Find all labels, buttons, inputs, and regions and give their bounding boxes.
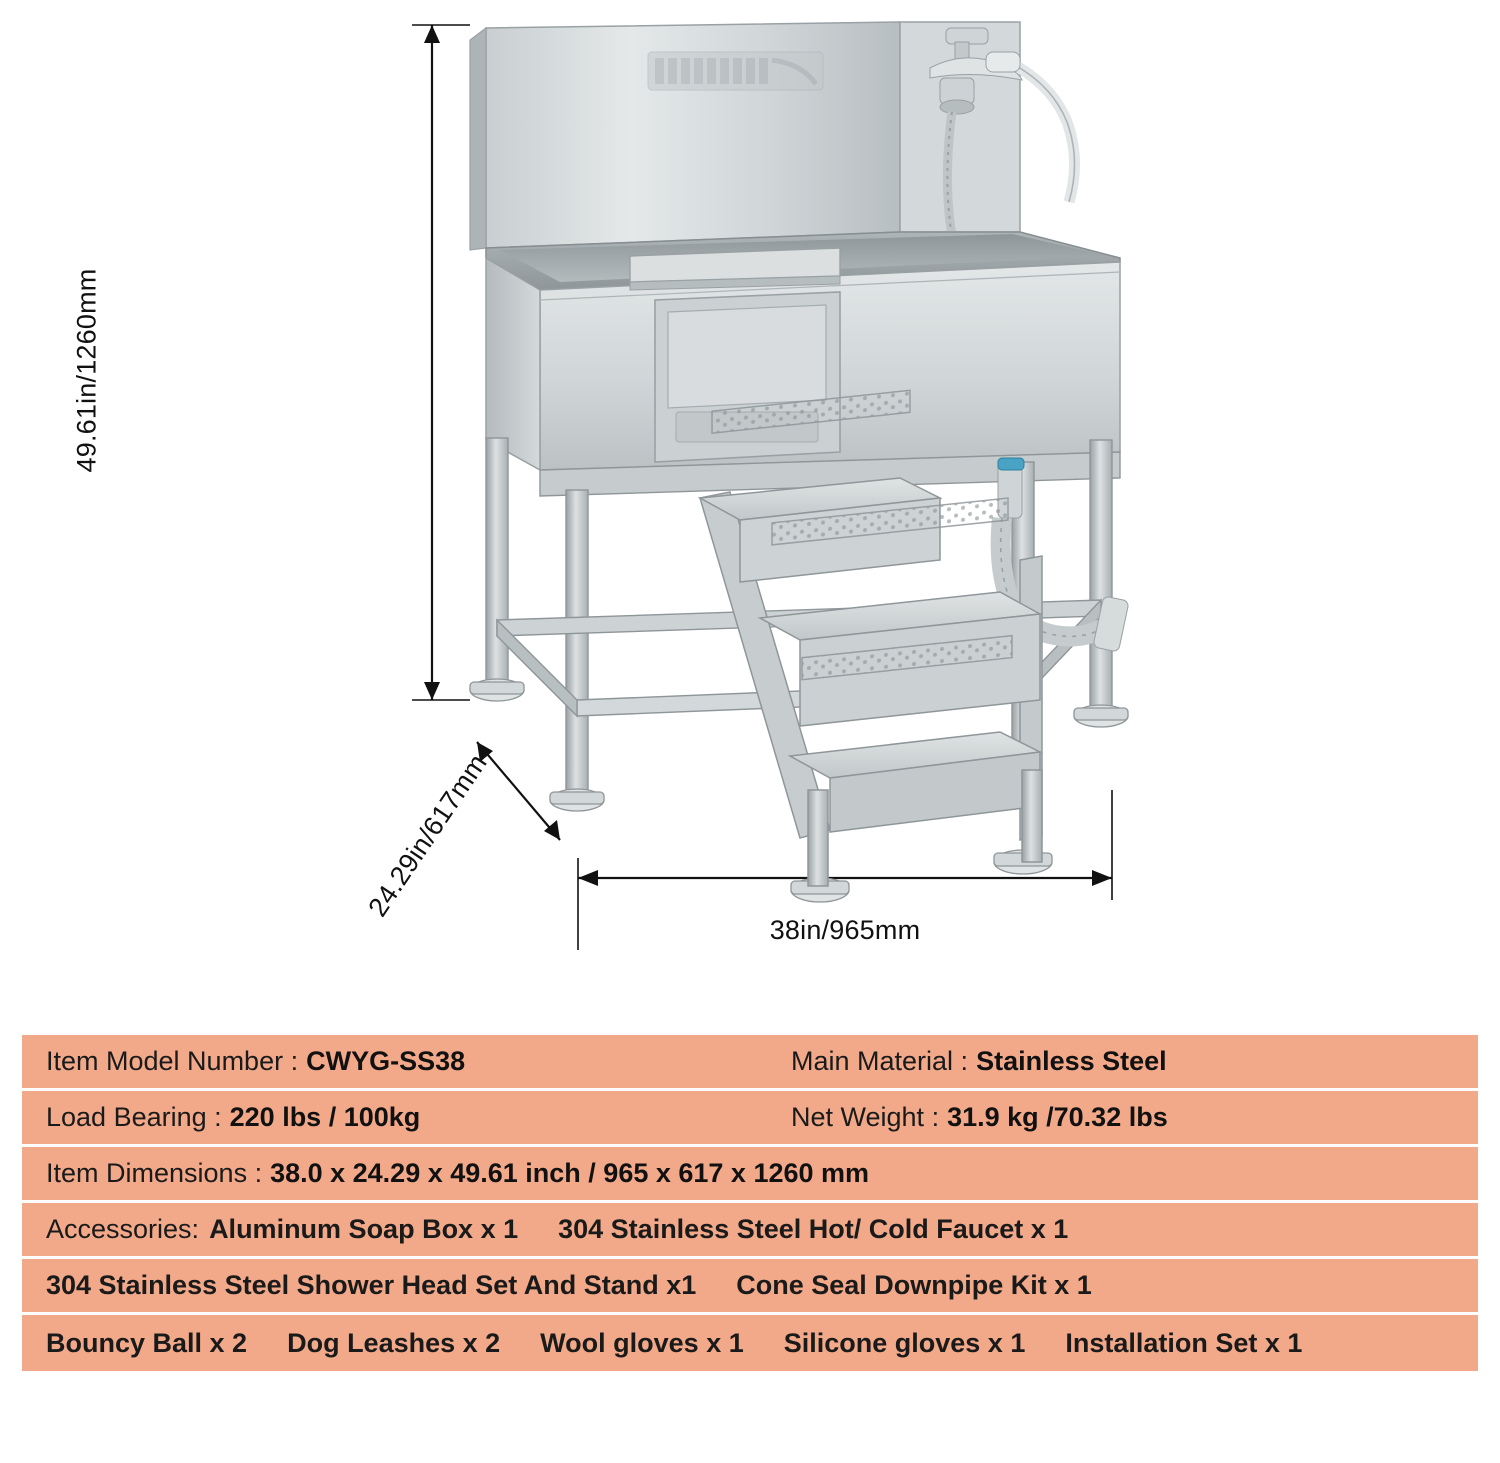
spec-accessories-line-2 bbox=[46, 1270, 1092, 1301]
accessory-item: Dog Leashes x 2 bbox=[287, 1327, 501, 1358]
brand-emboss bbox=[648, 52, 823, 90]
dimension-height-label: 49.61in/1260mm bbox=[71, 268, 102, 473]
spec-label: Item Model Number : bbox=[46, 1045, 299, 1076]
spec-value: 220 lbs / 100kg bbox=[229, 1101, 421, 1132]
table-row bbox=[22, 1091, 1478, 1147]
back-splash-panel bbox=[470, 22, 1020, 250]
table-row bbox=[22, 1315, 1478, 1371]
spec-label: Item Dimensions : bbox=[46, 1158, 263, 1188]
spec-value: Stainless Steel bbox=[976, 1045, 1167, 1076]
accessory-item: Aluminum Soap Box x 1 bbox=[209, 1214, 519, 1244]
spec-accessories-line-3 bbox=[46, 1328, 1302, 1359]
spec-accessories-line-1 bbox=[46, 1214, 1068, 1245]
accessory-item: Installation Set x 1 bbox=[1065, 1327, 1303, 1358]
spec-label: Net Weight : bbox=[791, 1101, 940, 1132]
front-door-panel bbox=[655, 292, 840, 462]
table-row bbox=[22, 1259, 1478, 1315]
spec-load-bearing bbox=[46, 1101, 791, 1135]
spec-model-number bbox=[46, 1045, 791, 1079]
tub-basin bbox=[486, 232, 1120, 470]
spec-value: 31.9 kg /70.32 lbs bbox=[947, 1101, 1168, 1132]
spec-value: CWYG-SS38 bbox=[306, 1045, 466, 1076]
accessory-item: Silicone gloves x 1 bbox=[783, 1327, 1026, 1358]
spec-label: Accessories: bbox=[46, 1214, 200, 1244]
spec-net-weight bbox=[791, 1101, 1478, 1135]
accessory-item: Cone Seal Downpipe Kit x 1 bbox=[736, 1270, 1092, 1300]
accessory-item: Wool gloves x 1 bbox=[540, 1327, 744, 1358]
accessory-item: Bouncy Ball x 2 bbox=[46, 1327, 248, 1358]
specification-table bbox=[22, 1035, 1478, 1371]
spec-label: Main Material : bbox=[791, 1045, 969, 1076]
spec-item-dimensions bbox=[46, 1158, 869, 1189]
accessory-item: 304 Stainless Steel Shower Head Set And Stand x1 bbox=[46, 1270, 697, 1300]
table-row bbox=[22, 1203, 1478, 1259]
dimension-width-label: 38in/965mm bbox=[769, 915, 921, 945]
spec-main-material bbox=[791, 1045, 1478, 1079]
table-row bbox=[22, 1035, 1478, 1091]
soap-box bbox=[630, 248, 840, 290]
table-row bbox=[22, 1147, 1478, 1203]
spec-value: 38.0 x 24.29 x 49.61 inch / 965 x 617 x 1260 mm bbox=[270, 1158, 870, 1188]
accessory-item: 304 Stainless Steel Hot/ Cold Faucet x 1 bbox=[558, 1214, 1069, 1244]
spec-label: Load Bearing : bbox=[46, 1101, 222, 1132]
dimension-depth-label: 24.29in/617mm bbox=[362, 748, 493, 922]
